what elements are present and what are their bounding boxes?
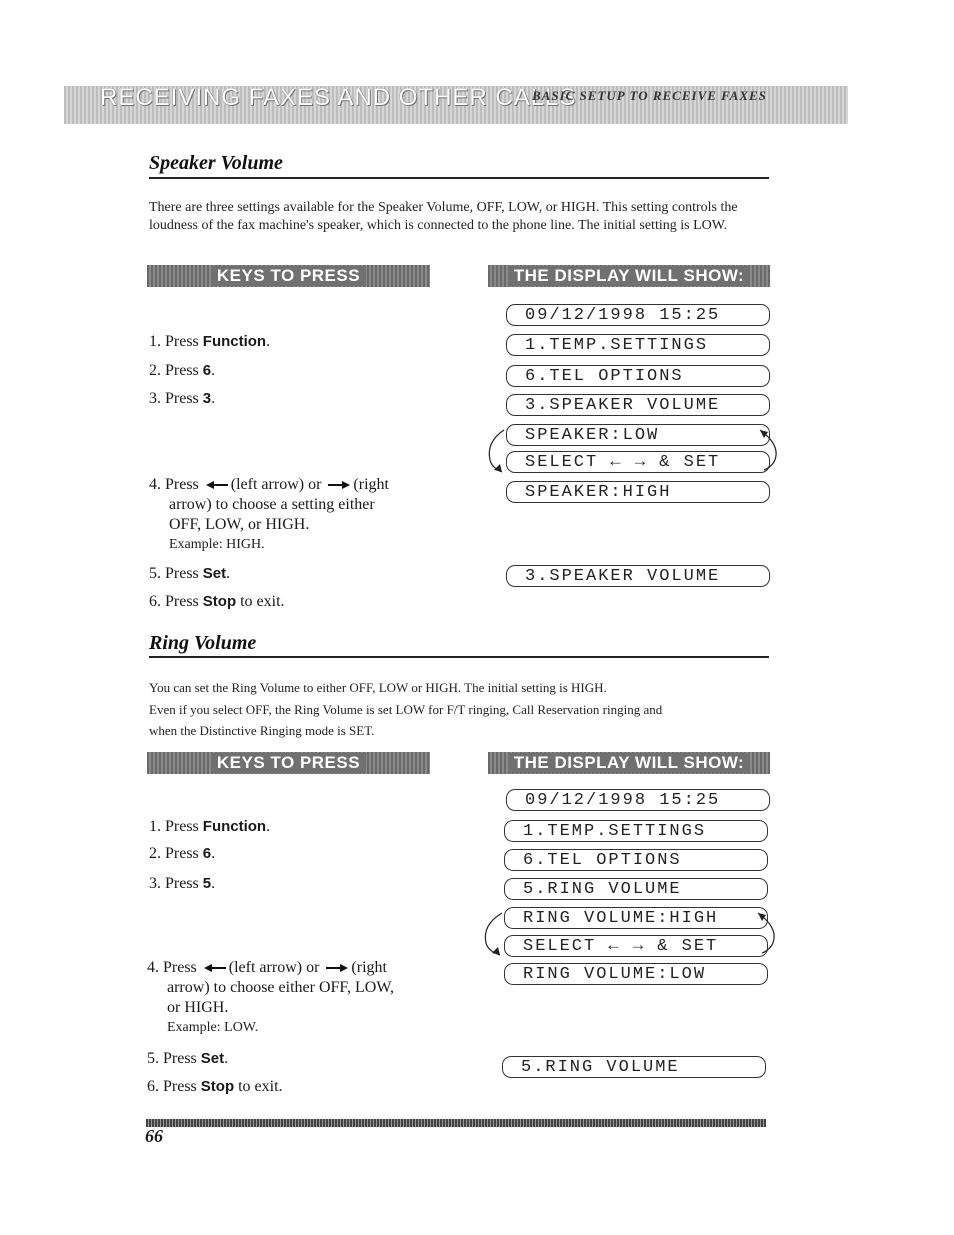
section-rule xyxy=(149,656,769,658)
page-number: 66 xyxy=(145,1126,163,1146)
display-will-show-heading: THE DISPLAY WILL SHOW: xyxy=(488,752,770,774)
chapter-title: RECEIVING FAXES AND OTHER CALLS xyxy=(100,84,577,111)
keys-to-press-heading: KEYS TO PRESS xyxy=(147,265,430,287)
step-5: 5. Press Set. xyxy=(149,565,231,582)
right-arrow-icon xyxy=(328,481,350,489)
footer-bar xyxy=(146,1119,766,1127)
step-4: 4. Press (left arrow) or (right arrow) to choose either OFF, LOW, or HIGH. Example: LOW. xyxy=(147,959,394,1035)
lcd-display: 1.TEMP.SETTINGS xyxy=(506,334,770,356)
step-2: 2. Press 6. xyxy=(149,362,216,379)
step-4: 4. Press (left arrow) or (right arrow) to choose a setting either OFF, LOW, or HIGH. Example: HIGH. xyxy=(149,476,389,552)
step-3: 3. Press 3. xyxy=(149,390,216,407)
speaker-intro: There are three settings available for the Speaker Volume, OFF, LOW, or HIGH. This setting controls the loudness of the fax machine's speaker, which is connected to the phone line. The initial setting is LOW. xyxy=(149,200,738,233)
step-1: 1. Press Function. xyxy=(149,818,271,835)
left-arrow-icon xyxy=(206,481,228,489)
lcd-display: 5.RING VOLUME xyxy=(504,878,768,900)
lcd-display: SPEAKER:LOW xyxy=(506,424,770,446)
chapter-subtitle: BASIC SETUP TO RECEIVE FAXES xyxy=(532,88,767,103)
step-1: 1. Press Function. xyxy=(149,333,271,350)
ring-intro-line-2: Even if you select OFF, the Ring Volume is set LOW for F/T ringing, Call Reservation ringing and xyxy=(149,702,663,717)
alternating-loop-icon xyxy=(482,420,792,490)
keys-to-press-heading: KEYS TO PRESS xyxy=(147,752,430,774)
display-will-show-heading: THE DISPLAY WILL SHOW: xyxy=(488,265,770,287)
section-rule xyxy=(149,177,769,179)
lcd-display: 6.TEL OPTIONS xyxy=(506,365,770,387)
lcd-display: RING VOLUME:HIGH xyxy=(504,907,768,929)
lcd-display: 6.TEL OPTIONS xyxy=(504,849,768,871)
lcd-display: 5.RING VOLUME xyxy=(502,1056,766,1078)
lcd-display: RING VOLUME:LOW xyxy=(504,963,768,985)
lcd-display: 09/12/1998 15:25 xyxy=(506,789,770,811)
step-6: 6. Press Stop to exit. xyxy=(147,1078,283,1095)
speaker-volume-title: Speaker Volume xyxy=(149,152,283,174)
ring-intro-line-3: when the Distinctive Ringing mode is SET. xyxy=(149,723,375,738)
lcd-display: 3.SPEAKER VOLUME xyxy=(506,565,770,587)
lcd-display: SELECT ← → & SET xyxy=(506,451,770,473)
lcd-display: SELECT ← → & SET xyxy=(504,935,768,957)
alternating-loop-icon xyxy=(478,903,790,973)
step-5: 5. Press Set. xyxy=(147,1050,229,1067)
right-arrow-icon xyxy=(326,964,348,972)
step-2: 2. Press 6. xyxy=(149,845,216,862)
step-3: 3. Press 5. xyxy=(149,875,216,892)
ring-volume-title: Ring Volume xyxy=(149,632,257,654)
lcd-display: 09/12/1998 15:25 xyxy=(506,304,770,326)
lcd-display: 1.TEMP.SETTINGS xyxy=(504,820,768,842)
left-arrow-icon xyxy=(204,964,226,972)
lcd-display: 3.SPEAKER VOLUME xyxy=(506,394,770,416)
lcd-display: SPEAKER:HIGH xyxy=(506,481,770,503)
step-6: 6. Press Stop to exit. xyxy=(149,593,285,610)
ring-intro-line-1: You can set the Ring Volume to either OFF, LOW or HIGH. The initial setting is HIGH. xyxy=(149,680,607,695)
